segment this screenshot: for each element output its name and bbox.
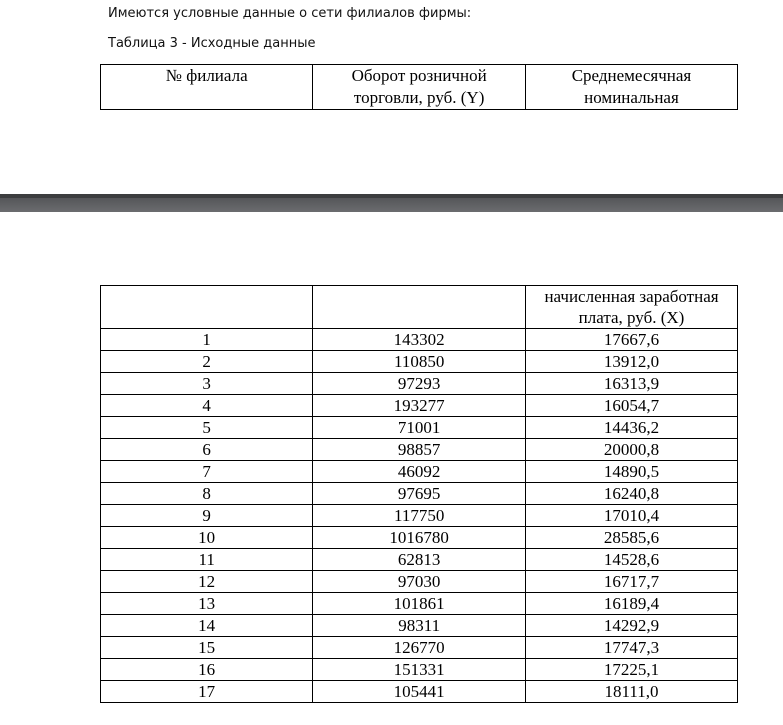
header-average-salary: Среднемесячная номинальная	[525, 65, 737, 110]
table-header-part	[100, 64, 738, 110]
table-row	[101, 483, 738, 505]
page-break-shade	[0, 198, 783, 212]
branch-number-cell: 8	[101, 483, 313, 505]
salary-cell: 18111,0	[526, 681, 738, 703]
turnover-cell: 110850	[313, 351, 526, 373]
salary-cell: 13912,0	[526, 351, 738, 373]
turnover-cell: 62813	[313, 549, 526, 571]
branch-number-cell: 15	[101, 637, 313, 659]
table-body	[101, 329, 738, 703]
data-table	[100, 285, 738, 703]
salary-cell: 16189,4	[526, 593, 738, 615]
branch-number-cell: 7	[101, 461, 313, 483]
table-row	[101, 659, 738, 681]
turnover-cell: 105441	[313, 681, 526, 703]
turnover-cell: 98311	[313, 615, 526, 637]
table-row	[101, 527, 738, 549]
continued-header-row	[101, 286, 738, 329]
salary-cell: 17010,4	[526, 505, 738, 527]
salary-cell: 17225,1	[526, 659, 738, 681]
salary-cell: 17747,3	[526, 637, 738, 659]
table-row	[101, 549, 738, 571]
turnover-cell: 151331	[313, 659, 526, 681]
header-cell-empty-2	[313, 286, 526, 329]
salary-cell: 14292,9	[526, 615, 738, 637]
table-row	[101, 373, 738, 395]
turnover-cell: 143302	[313, 329, 526, 351]
salary-cell: 17667,6	[526, 329, 738, 351]
salary-cell: 14890,5	[526, 461, 738, 483]
table-row	[101, 439, 738, 461]
header-salary-continued: начисленная заработная плата, руб. (X)	[526, 286, 738, 329]
table-row	[101, 461, 738, 483]
table-row	[101, 637, 738, 659]
turnover-cell: 97030	[313, 571, 526, 593]
branch-number-cell: 17	[101, 681, 313, 703]
salary-cell: 16717,7	[526, 571, 738, 593]
turnover-cell: 193277	[313, 395, 526, 417]
turnover-cell: 97695	[313, 483, 526, 505]
turnover-cell: 101861	[313, 593, 526, 615]
branch-number-cell: 12	[101, 571, 313, 593]
branch-number-cell: 13	[101, 593, 313, 615]
salary-cell: 16240,8	[526, 483, 738, 505]
branch-number-cell: 10	[101, 527, 313, 549]
table-row	[101, 505, 738, 527]
turnover-cell: 1016780	[313, 527, 526, 549]
table-row	[101, 593, 738, 615]
salary-cell: 16054,7	[526, 395, 738, 417]
salary-cell: 28585,6	[526, 527, 738, 549]
salary-cell: 14528,6	[526, 549, 738, 571]
branch-number-cell: 1	[101, 329, 313, 351]
header-cell-empty-1	[101, 286, 313, 329]
salary-cell: 16313,9	[526, 373, 738, 395]
table-row	[101, 681, 738, 703]
table-row	[101, 395, 738, 417]
table-row	[101, 417, 738, 439]
table-row	[101, 351, 738, 373]
branch-number-cell: 6	[101, 439, 313, 461]
table-row	[101, 571, 738, 593]
turnover-cell: 71001	[313, 417, 526, 439]
branch-number-cell: 4	[101, 395, 313, 417]
branch-number-cell: 9	[101, 505, 313, 527]
turnover-cell: 98857	[313, 439, 526, 461]
intro-text: Имеются условные данные о сети филиалов фирмы:	[108, 6, 472, 21]
branch-number-cell: 5	[101, 417, 313, 439]
branch-number-cell: 16	[101, 659, 313, 681]
turnover-cell: 97293	[313, 373, 526, 395]
branch-number-cell: 3	[101, 373, 313, 395]
header-branch-number: № филиала	[101, 65, 313, 110]
branch-number-cell: 14	[101, 615, 313, 637]
header-retail-turnover: Оборот розничной торговли, руб. (Y)	[313, 65, 526, 110]
header-row	[101, 65, 738, 110]
branch-number-cell: 2	[101, 351, 313, 373]
salary-cell: 14436,2	[526, 417, 738, 439]
branch-number-cell: 11	[101, 549, 313, 571]
table-caption: Таблица 3 - Исходные данные	[108, 36, 316, 51]
table-row	[101, 329, 738, 351]
table-row	[101, 615, 738, 637]
turnover-cell: 46092	[313, 461, 526, 483]
turnover-cell: 126770	[313, 637, 526, 659]
turnover-cell: 117750	[313, 505, 526, 527]
salary-cell: 20000,8	[526, 439, 738, 461]
